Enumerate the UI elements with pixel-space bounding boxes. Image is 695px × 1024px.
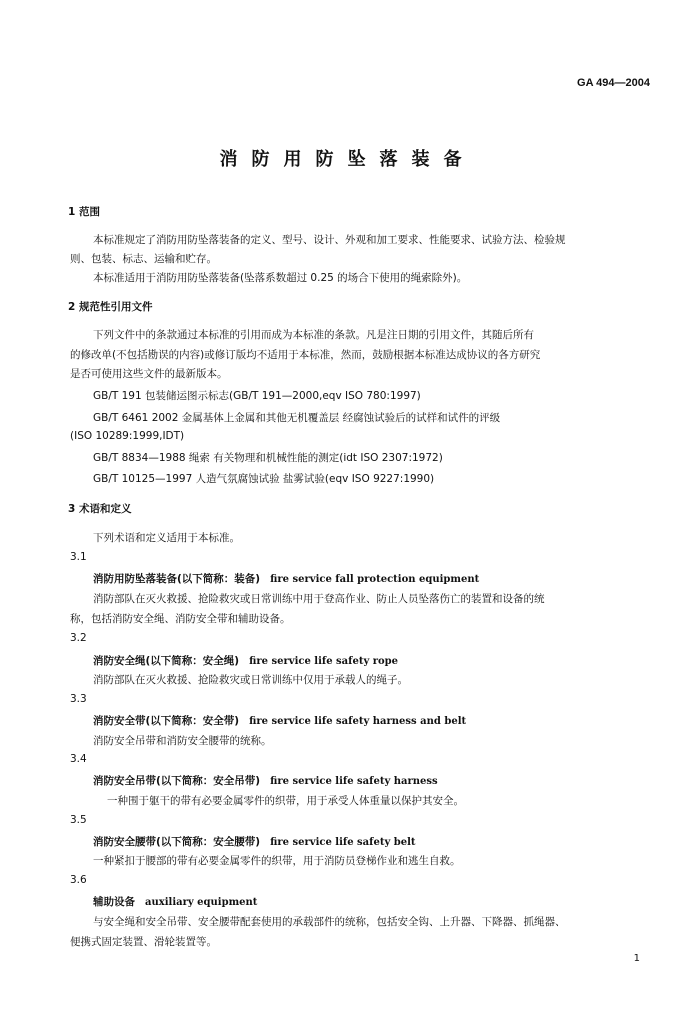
clause-3-3-number: 3.3 xyxy=(70,693,87,705)
term-en: fire service life safety belt xyxy=(270,837,416,848)
s3-intro: 下列术语和定义适用于本标准。 xyxy=(93,532,240,544)
s1-para2: 本标准适用于消防用防坠落装备(坠落系数超过 0.25 的场合下使用的绳索除外)。 xyxy=(93,272,468,284)
s2-para1-line2: 的修改单(不包括勘误的内容)或修订版均不适用于本标准，然而，鼓励根据本标准达成协议的各方研究 xyxy=(70,349,541,361)
clause-3-6-term xyxy=(93,894,257,909)
term-en: fire service life safety harness xyxy=(270,776,438,787)
term-zh: 消防安全吊带(以下简称：安全吊带) xyxy=(93,775,261,787)
term-zh: 消防安全带(以下简称：安全带) xyxy=(93,715,240,727)
standard-number: GA 494—2004 xyxy=(577,77,650,89)
reference-gb6461-line2: (ISO 10289:1999,IDT) xyxy=(70,430,185,442)
section-2-heading: 2 规范性引用文件 xyxy=(68,301,153,313)
page-number: 1 xyxy=(633,953,640,964)
reference-gb6461-line1: GB/T 6461 2002 金属基体上金属和其他无机覆盖层 经腐蚀试验后的试样和试件的评级 xyxy=(93,412,501,424)
term-zh: 消防安全腰带(以下简称：安全腰带) xyxy=(93,836,261,848)
document-title: 消防用防坠落装备 xyxy=(219,149,476,170)
s2-para1-line1: 下列文件中的条款通过本标准的引用而成为本标准的条款。凡是注日期的引用文件，其随后所有 xyxy=(93,329,534,341)
reference-gb10125: GB/T 10125—1997 人造气氛腐蚀试验 盐雾试验(eqv ISO 9227:1990) xyxy=(93,473,435,485)
s1-para1-line1: 本标准规定了消防用防坠落装备的定义、型号、设计、外观和加工要求、性能要求、试验方法、检验规 xyxy=(93,234,566,246)
term-en: fire service fall protection equipment xyxy=(270,574,480,585)
term-en: fire service life safety rope xyxy=(249,656,399,667)
reference-gb191: GB/T 191 包装储运图示标志(GB/T 191—2000,eqv ISO 780:1997) xyxy=(93,390,421,402)
clause-3-5-number: 3.5 xyxy=(70,814,87,826)
reference-gb8834: GB/T 8834—1988 绳索 有关物理和机械性能的测定(idt ISO 2307:1972) xyxy=(93,452,443,464)
s1-para1-line2: 则、包装、标志、运输和贮存。 xyxy=(70,253,217,265)
clause-3-2-term xyxy=(93,653,398,668)
clause-3-3-def: 消防安全吊带和消防安全腰带的统称。 xyxy=(93,735,272,747)
clause-3-6-def-line1: 与安全绳和安全吊带、安全腰带配套使用的承载部件的统称，包括安全钩、上升器、下降器、抓绳器、 xyxy=(93,916,566,928)
clause-3-6-number: 3.6 xyxy=(70,874,87,886)
clause-3-5-term xyxy=(93,834,416,849)
clause-3-5-def: 一种紧扣于腰部的带有必要金属零件的织带，用于消防员登梯作业和逃生自救。 xyxy=(93,855,461,867)
clause-3-1-def-line1: 消防部队在灭火救援、抢险救灾或日常训练中用于登高作业、防止人员坠落伤亡的装置和设备的统 xyxy=(93,593,545,605)
s2-para1-line3: 是否可使用这些文件的最新版本。 xyxy=(70,368,228,380)
term-en: auxiliary equipment xyxy=(145,897,258,908)
term-zh: 消防用防坠落装备(以下简称：装备) xyxy=(93,573,261,585)
section-3-heading: 3 术语和定义 xyxy=(68,503,132,515)
clause-3-3-term xyxy=(93,713,466,728)
clause-3-1-def-line2: 称，包括消防安全绳、消防安全带和辅助设备。 xyxy=(70,613,291,625)
clause-3-2-number: 3.2 xyxy=(70,632,87,644)
clause-3-6-def-line2: 便携式固定装置、滑轮装置等。 xyxy=(70,936,217,948)
section-1-heading: 1 范围 xyxy=(68,206,100,218)
clause-3-4-def: 一种围于躯干的带有必要金属零件的织带，用于承受人体重量以保护其安全。 xyxy=(107,795,464,807)
clause-3-1-term xyxy=(93,571,479,586)
term-en: fire service life safety harness and belt xyxy=(249,716,467,727)
term-zh: 消防安全绳(以下简称：安全绳) xyxy=(93,655,240,667)
clause-3-2-def: 消防部队在灭火救援、抢险救灾或日常训练中仅用于承载人的绳子。 xyxy=(93,674,408,686)
clause-3-4-term xyxy=(93,773,438,788)
term-zh: 辅助设备 xyxy=(93,896,135,908)
clause-3-4-number: 3.4 xyxy=(70,753,87,765)
clause-3-1-number: 3.1 xyxy=(70,551,87,563)
